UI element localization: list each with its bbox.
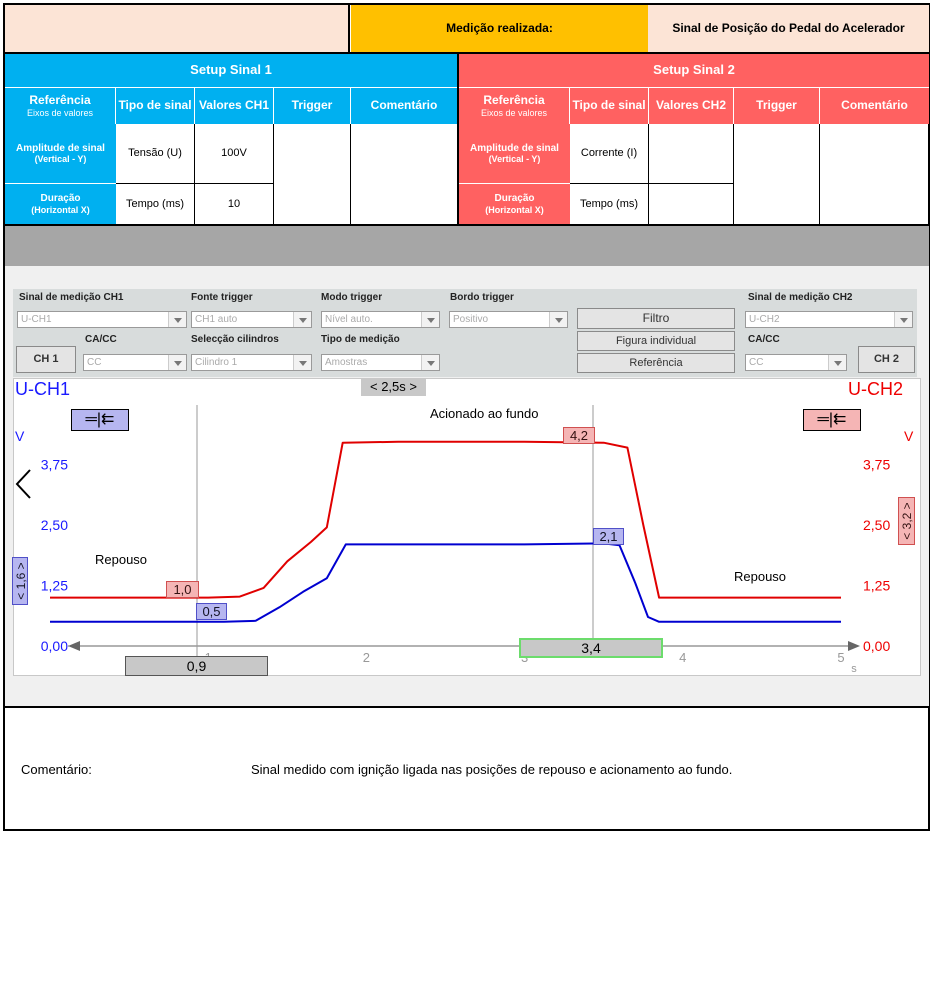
setup2-row2-tipo: Tempo (ms) (570, 184, 649, 224)
figura-individual-button[interactable]: Figura individual (577, 331, 735, 351)
setup2-row2-title: Duração (494, 193, 535, 205)
y-tick-left: 1,25 (40, 577, 68, 594)
x-tick: 5 (837, 650, 845, 665)
setup1-row2-tipo: Tempo (ms) (116, 184, 195, 224)
setup2-row1-tipo: Corrente (I) (570, 124, 649, 184)
setup1-row2-sub: (Horizontal X) (31, 204, 90, 215)
setup2-col-valores: Valores CH2 (649, 88, 734, 124)
fonte-trigger-value: CH1 auto (195, 314, 238, 325)
unit-right: V (904, 428, 914, 444)
setup2-col-coment: Comentário (820, 88, 929, 124)
bordo-trigger-value: Positivo (453, 314, 489, 325)
referencia-button[interactable]: Referência (577, 353, 735, 373)
setup1-col-coment: Comentário (351, 88, 457, 124)
cacc2-label: CA/CC (748, 334, 780, 345)
divider (3, 706, 930, 708)
setup2-col-tipo: Tipo de sinal (570, 88, 649, 124)
setup1-col-valores: Valores CH1 (195, 88, 274, 124)
y-tick-right: 1,25 (863, 577, 891, 594)
bordo-trigger-label: Bordo trigger (450, 292, 514, 303)
zoom-left-icon[interactable]: ═|⇇ (71, 409, 129, 431)
comment-text: Sinal medido com ignição ligada nas posições de repouso e acionamento ao fundo. (251, 762, 733, 777)
cursor1-handle[interactable]: 0,9 (125, 656, 268, 676)
setup1-row1-valor: 100V (195, 124, 274, 184)
axis-arrow-left-icon (68, 641, 80, 651)
sinal-ch2-value: U-CH2 (749, 314, 780, 325)
setup2-row2-sub: (Horizontal X) (485, 204, 544, 215)
ch2-offset-value: < 3,2 > (900, 502, 914, 540)
setup2-title: Setup Sinal 2 (459, 54, 929, 88)
modo-trigger-value: Nível auto. (325, 314, 373, 325)
setup1-title: Setup Sinal 1 (5, 54, 457, 88)
x-tick: 2 (362, 650, 371, 665)
ch2-button[interactable]: CH 2 (858, 346, 915, 373)
setup1-row1-title: Amplitude de sinal (16, 142, 105, 154)
setup1-row1-sub: (Vertical - Y) (34, 154, 87, 165)
time-div-badge[interactable]: < 2,5s > (361, 378, 426, 396)
setup1-row2-title: Duração (40, 193, 81, 205)
cacc2-value: CC (749, 357, 764, 368)
setup2-col-trigger: Trigger (734, 88, 820, 124)
setup1-col-tipo: Tipo de sinal (116, 88, 195, 124)
setup1-row1-tipo: Tensão (U) (116, 124, 195, 184)
ch1-button[interactable]: CH 1 (16, 346, 76, 373)
setup1-col-ref-sub: Eixos de valores (26, 107, 94, 118)
ch1-offset-value: < 1,6 > (14, 562, 28, 600)
y-tick-right: 2,50 (863, 517, 891, 533)
zoom-right-icon[interactable]: ═|⇇ (803, 409, 861, 431)
comment-label: Comentário: (21, 762, 92, 777)
setup2-row1-sub: (Vertical - Y) (488, 154, 541, 165)
sinal-ch1-label: Sinal de medição CH1 (19, 292, 124, 303)
x-unit: s (851, 663, 857, 675)
setup2-row1-title: Amplitude de sinal (470, 142, 559, 154)
y-tick-left: 2,50 (40, 517, 68, 533)
setup1-col-trigger: Trigger (274, 88, 351, 124)
cilindros-label: Selecção cilindros (191, 334, 279, 345)
modo-trigger-label: Modo trigger (321, 292, 383, 303)
y-tick-left: 0,00 (40, 638, 68, 654)
cursor2-handle[interactable]: 3,4 (519, 638, 663, 658)
unit-left: V (15, 428, 25, 444)
setup2-col-ref-sub: Eixos de valores (480, 107, 548, 118)
ch2-signal-line (50, 442, 841, 598)
setup2-col-ref-label: Referência (483, 92, 545, 107)
y-tick-right: 3,75 (863, 456, 891, 473)
measure-value: Sinal de Posição do Pedal do Acelerador (648, 5, 929, 52)
cacc1-value: CC (87, 357, 102, 368)
measure-label: Medição realizada: (351, 5, 648, 52)
x-tick: 4 (679, 650, 687, 665)
tipo-medicao-label: Tipo de medição (321, 334, 400, 345)
repouso-right-label: Repouso (734, 569, 787, 584)
y-tick-right: 0,00 (863, 638, 891, 654)
fonte-trigger-label: Fonte trigger (191, 292, 253, 303)
blue-high-marker: 2,1 (593, 528, 624, 545)
y-tick-left: 3,75 (40, 456, 68, 473)
repouso-left-label: Repouso (95, 552, 148, 567)
blue-low-marker: 0,5 (196, 603, 227, 620)
red-high-marker: 4,2 (563, 427, 595, 444)
cacc1-label: CA/CC (85, 334, 117, 345)
acionado-label: Acionado ao fundo (430, 406, 539, 421)
setup1-col-ref-label: Referência (29, 92, 91, 107)
sinal-ch2-label: Sinal de medição CH2 (748, 292, 853, 303)
tipo-medicao-value: Amostras (325, 357, 368, 368)
axis-arrow-right-icon (848, 641, 860, 651)
sinal-ch1-value: U-CH1 (21, 314, 52, 325)
cilindros-value: Cilindro 1 (195, 357, 238, 368)
red-low-marker: 1,0 (166, 581, 199, 598)
ch2-name: U-CH2 (848, 379, 904, 399)
setup1-row2-valor: 10 (195, 184, 274, 224)
filtro-button[interactable]: Filtro (577, 308, 735, 329)
ch1-name: U-CH1 (15, 379, 71, 399)
